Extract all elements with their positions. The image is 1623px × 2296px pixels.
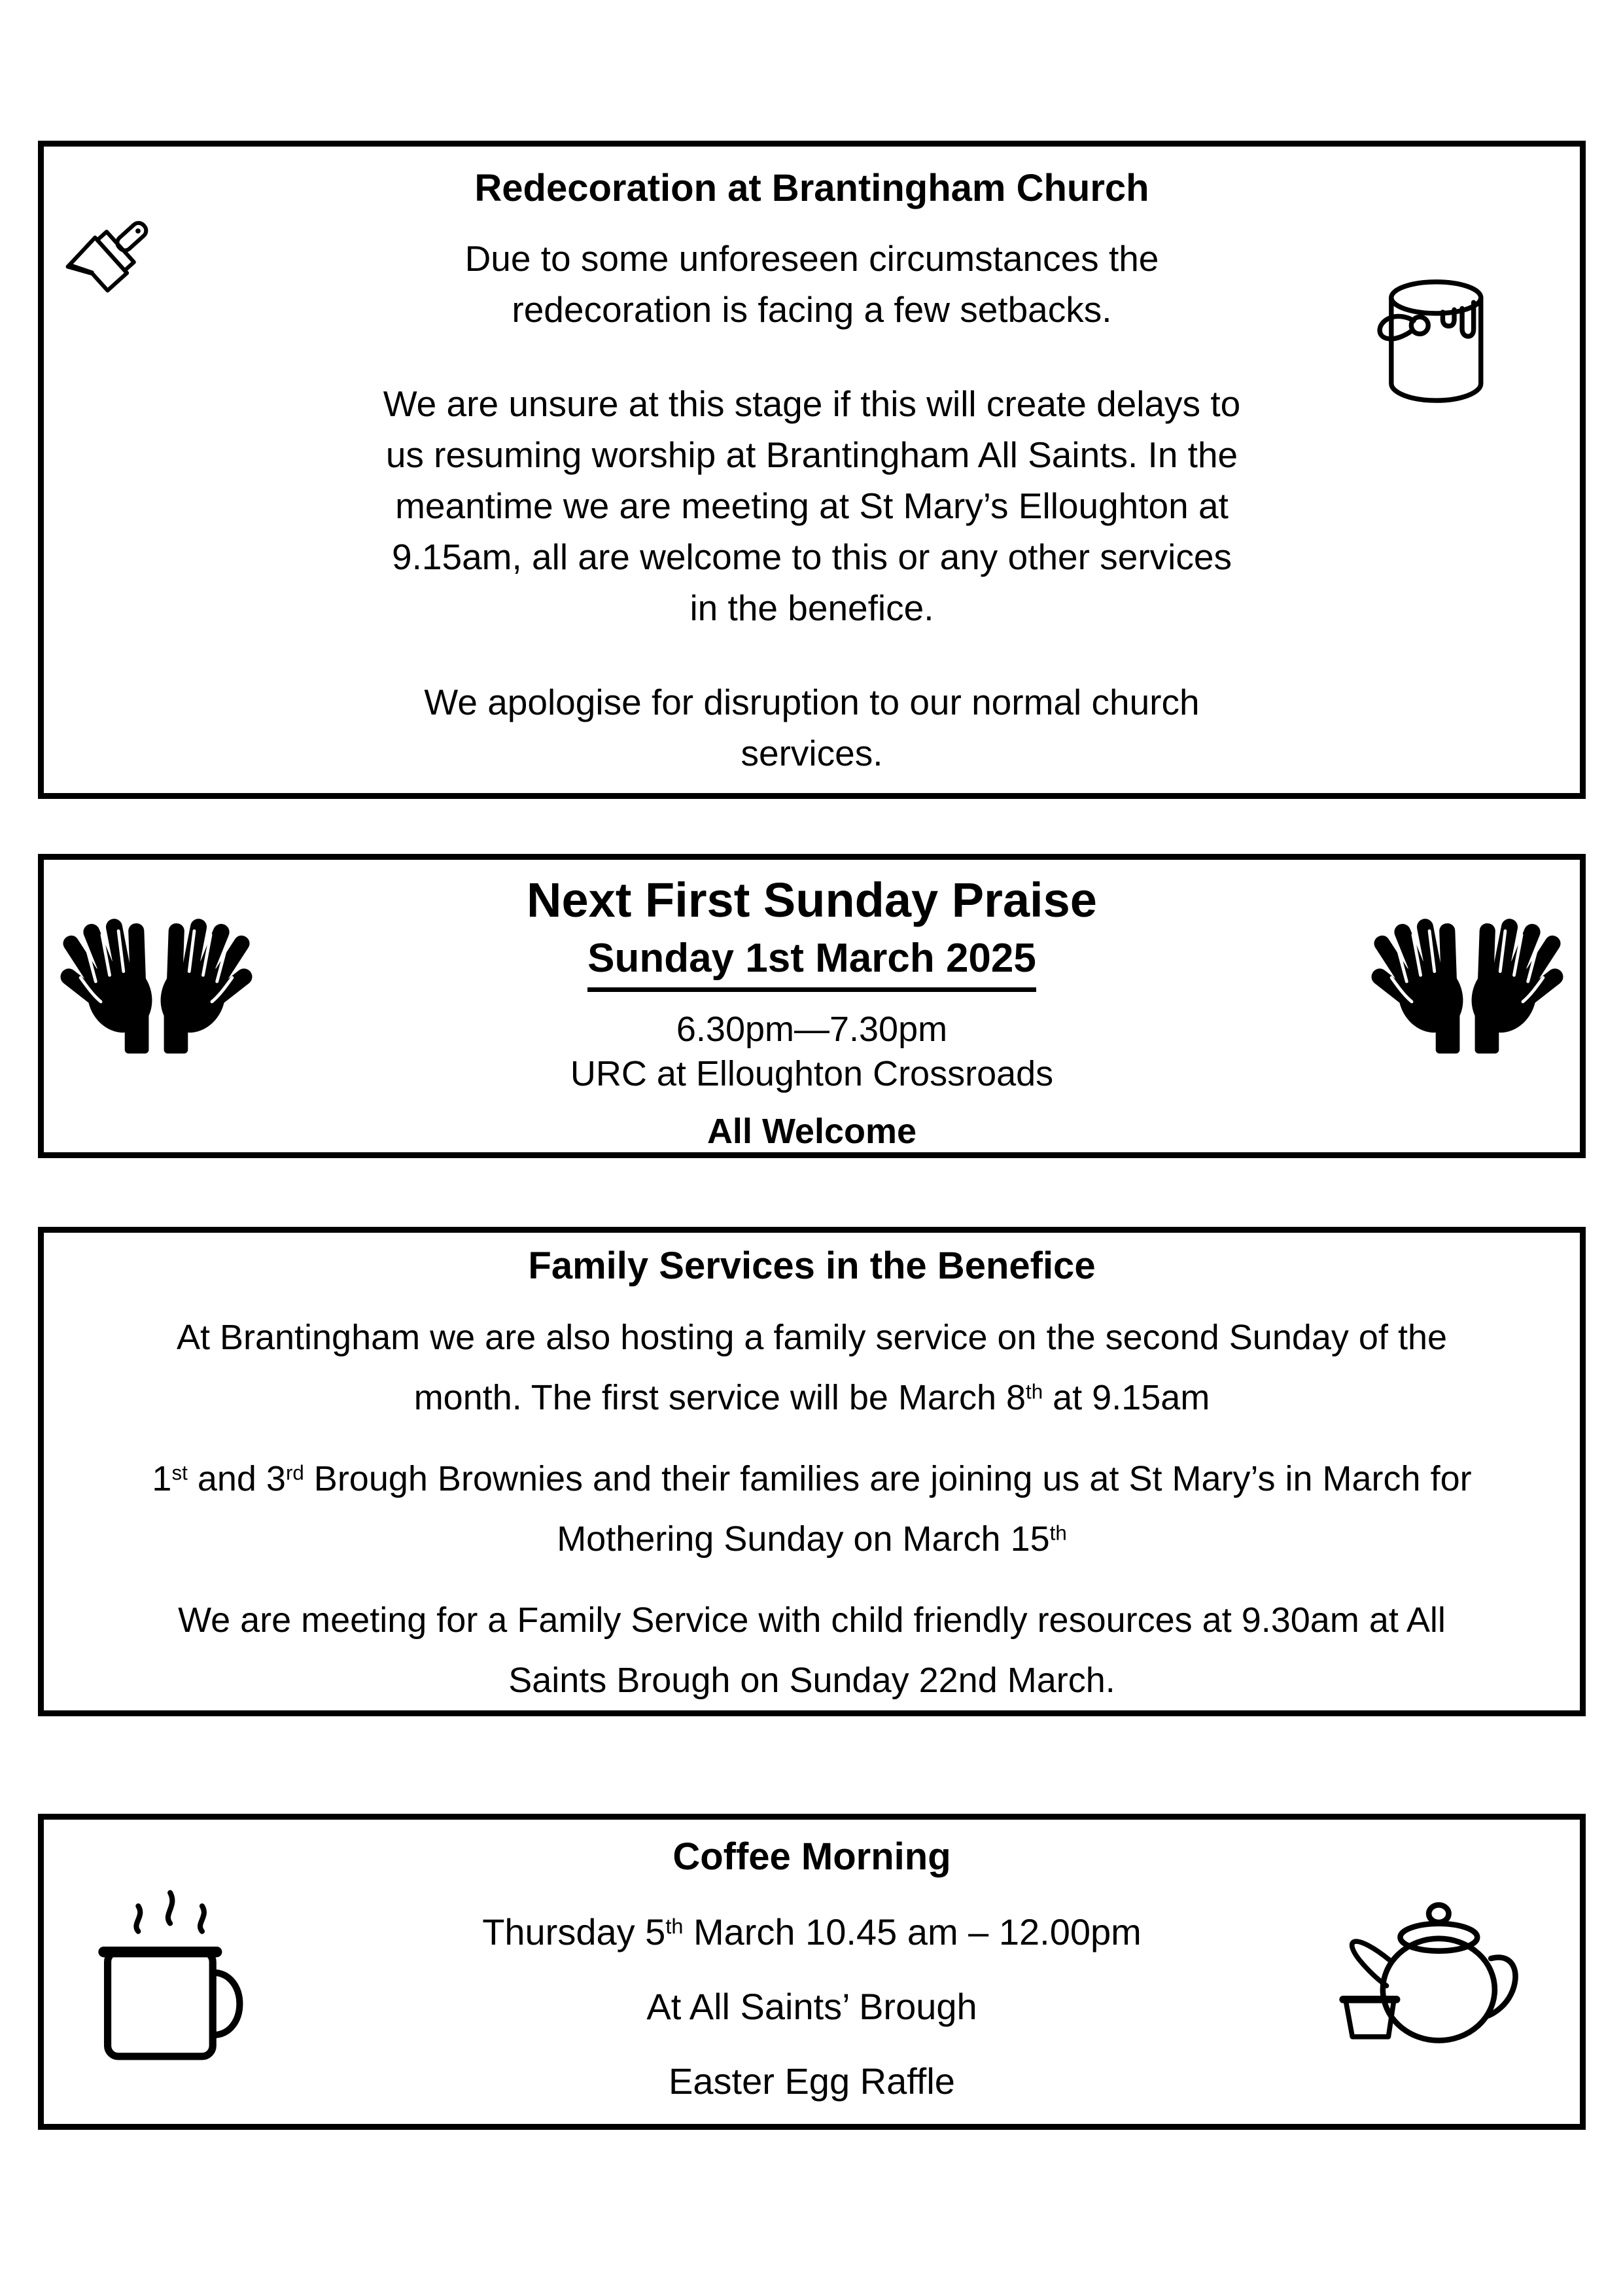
text-segment: at 9.15am [1043, 1378, 1210, 1417]
text-line: Saints Brough on Sunday 22nd March. [508, 1661, 1115, 1700]
event-time [482, 1911, 1142, 1953]
text-segment: Thursday 5 [482, 1911, 666, 1952]
event-note: Easter Egg Raffle [669, 2060, 955, 2102]
family-services-notice [38, 1227, 1586, 1716]
text-line: 9.15am, all are welcome to this or any other services [392, 537, 1232, 577]
text-segment: 1 [152, 1459, 172, 1498]
notice-paragraph [465, 233, 1159, 335]
event-date: Sunday 1st March 2025 [587, 936, 1036, 992]
text-line: in the benefice. [689, 588, 934, 628]
paintbrush-icon [49, 203, 157, 321]
ordinal-suffix: st [171, 1461, 188, 1485]
text-line: We are meeting for a Family Service with child friendly resources at 9.30am at All [178, 1600, 1446, 1640]
text-line: services. [741, 733, 883, 773]
event-time: 6.30pm—7.30pm [676, 1010, 948, 1049]
text-segment: month. The first service will be March 8 [413, 1378, 1026, 1417]
open-hands-icon [58, 908, 255, 1055]
event-venue: URC at Elloughton Crossroads [570, 1054, 1054, 1093]
teapot-icon [1328, 1898, 1521, 2059]
notice-title: Family Services in the Benefice [528, 1245, 1096, 1287]
notice-title: Coffee Morning [672, 1835, 951, 1878]
sunday-praise-notice [38, 854, 1586, 1158]
text-segment: March 10.45 am – 12.00pm [683, 1911, 1142, 1952]
text-line: us resuming worship at Brantingham All Saints. In the [385, 434, 1238, 475]
open-hands-icon [1369, 908, 1566, 1055]
welcome-note: All Welcome [707, 1112, 917, 1151]
coffee-morning-notice [38, 1814, 1586, 2130]
text-segment: and 3 [187, 1459, 286, 1498]
notice-paragraph [178, 1590, 1446, 1710]
event-date-row [587, 936, 1036, 992]
text-line: We apologise for disruption to our normal church [424, 682, 1200, 722]
notice-paragraph [177, 1307, 1447, 1428]
notice-paragraph [152, 1449, 1471, 1569]
notice-title: Redecoration at Brantingham Church [474, 167, 1149, 209]
coffee-mug-icon [92, 1865, 278, 2064]
ordinal-suffix: th [1026, 1380, 1043, 1404]
text-line [152, 1509, 1471, 1569]
ordinal-suffix: th [665, 1915, 684, 1939]
text-line: redecoration is facing a few setbacks. [512, 289, 1112, 330]
redecoration-notice [38, 141, 1586, 799]
text-segment: Brough Brownies and their families are joining us at St Mary’s in March for [304, 1459, 1472, 1498]
notice-paragraph [424, 677, 1199, 779]
text-line [152, 1449, 1471, 1509]
notice-title: Next First Sunday Praise [527, 873, 1097, 927]
event-venue: At All Saints’ Brough [646, 1986, 977, 2027]
ordinal-suffix: th [1049, 1521, 1067, 1545]
text-line: Due to some unforeseen circumstances the [464, 238, 1159, 279]
text-line: meantime we are meeting at St Mary’s Elloughton at [395, 486, 1229, 526]
ordinal-suffix: rd [285, 1461, 304, 1485]
paint-can-icon [1374, 266, 1495, 423]
text-line [177, 1368, 1447, 1428]
text-segment: Mothering Sunday on March 15 [557, 1519, 1050, 1559]
text-line: We are unsure at this stage if this will create delays to [383, 383, 1241, 424]
text-line: At Brantingham we are also hosting a family service on the second Sunday of the [176, 1318, 1448, 1357]
notice-paragraph [383, 378, 1240, 633]
